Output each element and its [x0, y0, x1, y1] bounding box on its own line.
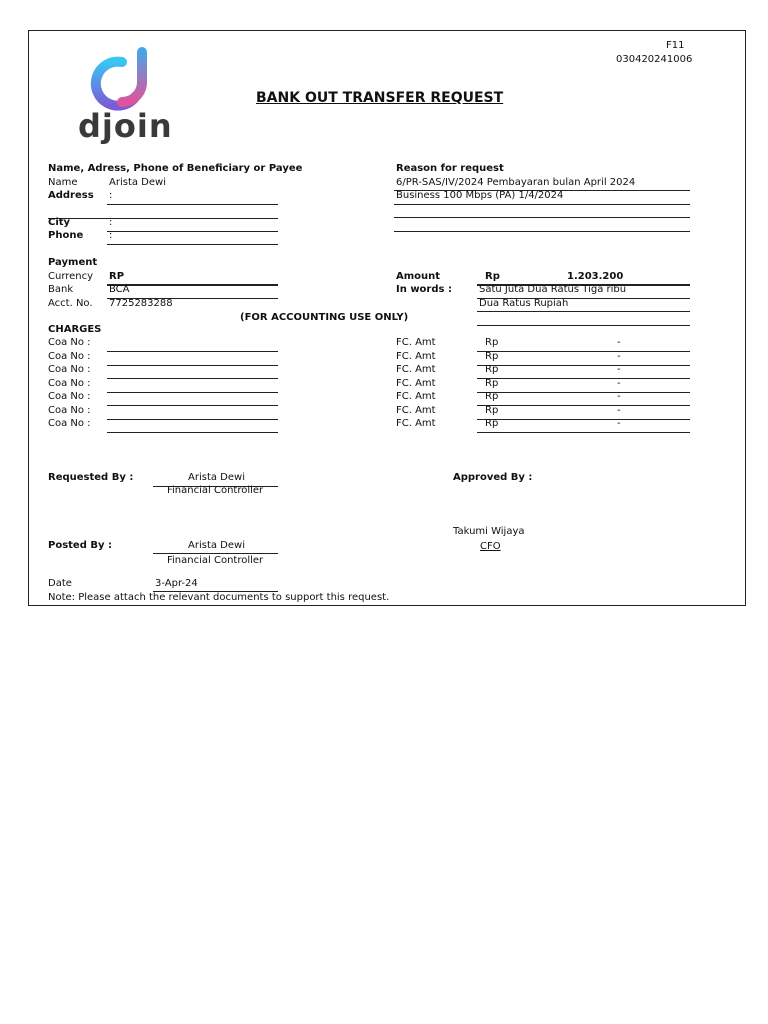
amount-value: 1.203.200 — [567, 271, 624, 282]
acct-value: 7725283288 — [109, 298, 173, 309]
phone-label: Phone — [48, 230, 84, 241]
fc-currency: Rp — [485, 418, 499, 429]
fc-line — [477, 351, 690, 352]
approved-by-role: CFO — [480, 541, 501, 552]
posted-by-name: Arista Dewi — [188, 540, 245, 551]
words-underline-3 — [477, 325, 690, 326]
reason-line-2: Business 100 Mbps (PA) 1/4/2024 — [396, 190, 564, 201]
city-label: City — [48, 217, 71, 228]
fc-currency: Rp — [485, 405, 499, 416]
fc-line — [477, 378, 690, 379]
currency-label: Currency — [48, 271, 94, 282]
name-label: Name — [48, 177, 78, 188]
fc-amount: - — [617, 337, 621, 348]
fc-amount: - — [617, 418, 621, 429]
fc-amount: - — [617, 405, 621, 416]
words-line-1: Satu Juta Dua Ratus Tiga ribu — [479, 284, 627, 295]
fc-label: FC. Amt — [396, 337, 436, 348]
coa-label: Coa No : — [48, 351, 91, 362]
reason-heading: Reason for request — [396, 163, 504, 174]
coa-label: Coa No : — [48, 364, 91, 375]
amount-label: Amount — [396, 271, 441, 282]
fc-line — [477, 392, 690, 393]
date-label: Date — [48, 578, 72, 589]
charges-heading: CHARGES — [48, 324, 102, 335]
words-label: In words : — [396, 284, 452, 295]
fc-line — [477, 365, 690, 366]
fc-label: FC. Amt — [396, 351, 436, 362]
coa-line — [107, 419, 278, 420]
payment-heading: Payment — [48, 257, 98, 268]
address-line-2 — [48, 218, 278, 219]
coa-line — [107, 351, 278, 352]
fc-label: FC. Amt — [396, 391, 436, 402]
address-label: Address — [48, 190, 94, 201]
fc-line — [477, 405, 690, 406]
bank-label: Bank — [48, 284, 74, 295]
reason-underline-2 — [394, 204, 690, 205]
reason-underline-4 — [394, 231, 690, 232]
requested-by-label: Requested By : — [48, 472, 134, 483]
form-code: F11 — [666, 40, 685, 51]
currency-value: RP — [109, 271, 125, 282]
currency-line — [107, 284, 278, 286]
fc-label: FC. Amt — [396, 418, 436, 429]
doc-number: 030420241006 — [616, 54, 693, 65]
coa-line — [107, 405, 278, 406]
approved-by-name: Takumi Wijaya — [453, 526, 525, 537]
coa-line — [107, 392, 278, 393]
fc-label: FC. Amt — [396, 405, 436, 416]
coa-line — [107, 432, 278, 433]
beneficiary-heading: Name, Adress, Phone of Beneficiary or Payee — [48, 163, 303, 174]
fc-line — [477, 419, 690, 420]
accounting-note: (FOR ACCOUNTING USE ONLY) — [240, 312, 409, 323]
posted-by-line — [153, 553, 278, 554]
fc-currency: Rp — [485, 351, 499, 362]
amount-currency: Rp — [485, 271, 500, 282]
reason-line-1: 6/PR-SAS/IV/2024 Pembayaran bulan April 2024 — [396, 177, 636, 188]
brand-name: djoin — [78, 107, 173, 145]
requested-by-name: Arista Dewi — [188, 472, 245, 483]
fc-currency: Rp — [485, 337, 499, 348]
posted-by-role: Financial Controller — [167, 555, 264, 566]
coa-label: Coa No : — [48, 405, 91, 416]
words-line-2: Dua Ratus Rupiah — [479, 298, 569, 309]
reason-underline-3 — [394, 217, 690, 218]
acct-label: Acct. No. — [48, 298, 93, 309]
coa-label: Coa No : — [48, 391, 91, 402]
name-value: Arista Dewi — [109, 177, 166, 188]
coa-label: Coa No : — [48, 337, 91, 348]
fc-line — [477, 432, 690, 433]
page-title: BANK OUT TRANSFER REQUEST — [256, 90, 504, 106]
fc-currency: Rp — [485, 391, 499, 402]
fc-amount: - — [617, 351, 621, 362]
requested-by-role: Financial Controller — [167, 485, 264, 496]
fc-amount: - — [617, 378, 621, 389]
city-colon: : — [109, 217, 113, 228]
phone-line — [107, 244, 278, 245]
phone-colon: : — [109, 230, 113, 241]
coa-label: Coa No : — [48, 418, 91, 429]
coa-line — [107, 378, 278, 379]
approved-by-label: Approved By : — [453, 472, 533, 483]
city-line — [107, 231, 278, 232]
fc-currency: Rp — [485, 364, 499, 375]
date-value: 3-Apr-24 — [155, 578, 198, 589]
fc-label: FC. Amt — [396, 378, 436, 389]
fc-label: FC. Amt — [396, 364, 436, 375]
posted-by-label: Posted By : — [48, 540, 112, 551]
fc-amount: - — [617, 391, 621, 402]
coa-line — [107, 365, 278, 366]
bank-value: BCA — [109, 284, 130, 295]
words-underline-2 — [477, 311, 690, 312]
address-line — [107, 204, 278, 205]
coa-label: Coa No : — [48, 378, 91, 389]
address-colon: : — [109, 190, 113, 201]
fc-currency: Rp — [485, 378, 499, 389]
footer-note: Note: Please attach the relevant documents to support this request. — [48, 592, 390, 603]
fc-amount: - — [617, 364, 621, 375]
